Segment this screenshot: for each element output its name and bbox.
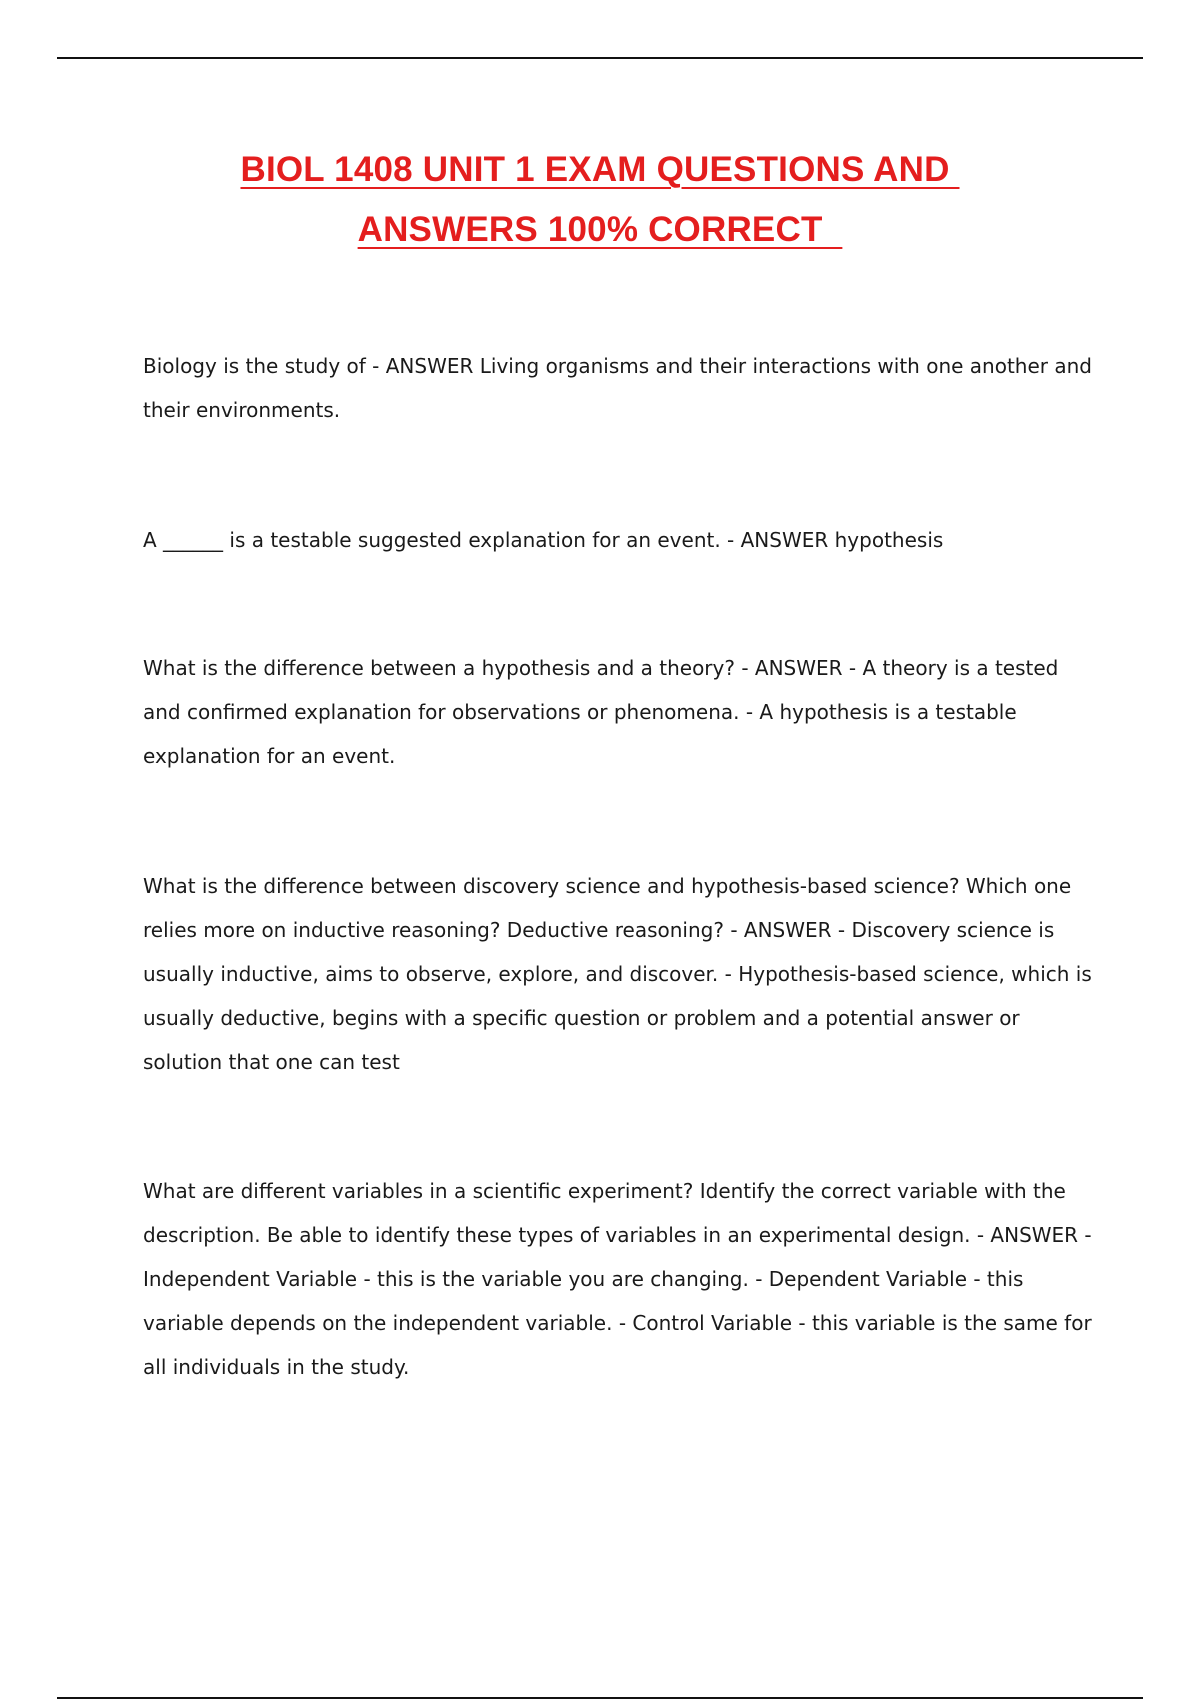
qa-item-5: What are different variables in a scientific experiment? Identify the correct variable with the description. Be able to identify these types of variables in an experimental design. - ANSWER - Independent Variable - this is the variable you are changing. - Dependent Variable - this variable depends on the independent variable. - Control Variable - this variable is the same for all individuals in the study.	[143, 1179, 1092, 1379]
top-rule	[57, 57, 1143, 59]
title-line-2: ANSWERS 100% CORRECT	[357, 210, 843, 249]
title-line-1: BIOL 1408 UNIT 1 EXAM QUESTIONS AND	[240, 150, 960, 189]
qa-item-3: What is the difference between a hypothesis and a theory? - ANSWER - A theory is a tested and confirmed explanation for observations or phenomena. - A hypothesis is a testable explanation for an event.	[143, 656, 1059, 768]
document-title	[0, 140, 1200, 260]
qa-item-1: Biology is the study of - ANSWER Living organisms and their interactions with one another and their environments.	[143, 354, 1092, 422]
qa-item-4: What is the difference between discovery science and hypothesis-based science? Which one relies more on inductive reasoning? Deductive reasoning? - ANSWER - Discovery science is usually inductive, aims to observe, explore, and discover. - Hypothesis-based science, which is usually deductive, begins with a specific question or problem and a potential answer or solution that one can test	[143, 874, 1092, 1074]
qa-item-2: A ______ is a testable suggested explanation for an event. - ANSWER hypothesis	[143, 528, 944, 552]
bottom-rule	[57, 1697, 1143, 1699]
